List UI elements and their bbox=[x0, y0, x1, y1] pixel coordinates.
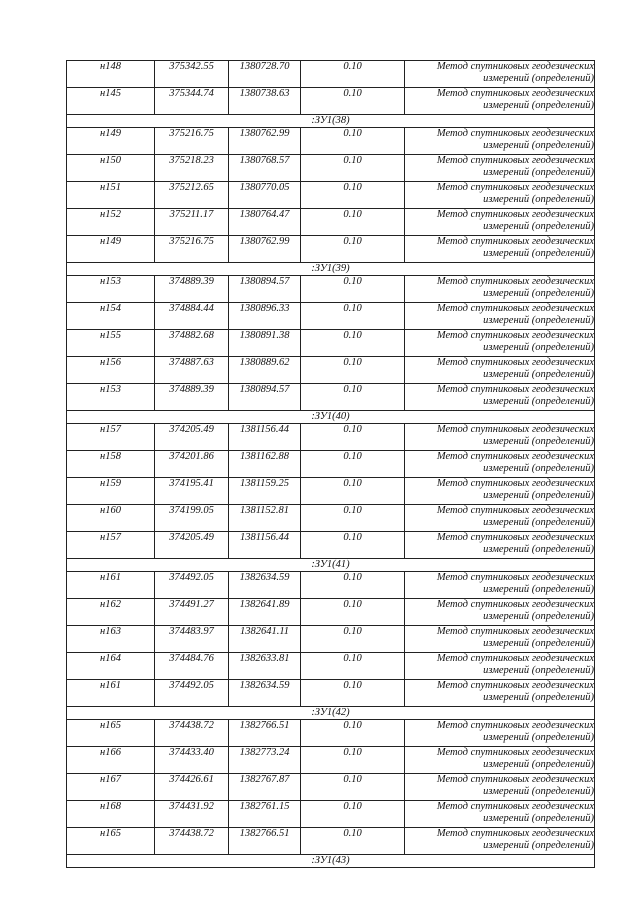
method-text-line2: измерений (определений) bbox=[483, 72, 594, 84]
table-row bbox=[67, 357, 595, 384]
y-coordinate-cell: 1380762.99 bbox=[229, 128, 301, 155]
x-coordinate-cell: 374438.72 bbox=[155, 828, 229, 855]
section-header: :ЗУ1(43) bbox=[67, 855, 595, 868]
table-row bbox=[67, 599, 595, 626]
x-coordinate-cell: 374205.49 bbox=[155, 424, 229, 451]
method-text-line2: измерений (определений) bbox=[483, 785, 594, 797]
method-cell bbox=[405, 505, 595, 532]
accuracy-cell: 0.10 bbox=[301, 88, 405, 115]
point-name-cell: н161 bbox=[67, 572, 155, 599]
method-text-line1: Метод спутниковых геодезических bbox=[436, 801, 594, 812]
accuracy-cell: 0.10 bbox=[301, 774, 405, 801]
accuracy-cell: 0.10 bbox=[301, 61, 405, 88]
method-text-line2: измерений (определений) bbox=[483, 99, 594, 111]
method-text-line1: Метод спутниковых геодезических bbox=[436, 451, 594, 462]
point-name-cell: н166 bbox=[67, 747, 155, 774]
method-cell bbox=[405, 478, 595, 505]
point-name-cell: н163 bbox=[67, 626, 155, 653]
point-name-cell: н168 bbox=[67, 801, 155, 828]
accuracy-cell: 0.10 bbox=[301, 303, 405, 330]
point-name-cell: н165 bbox=[67, 828, 155, 855]
table-row bbox=[67, 801, 595, 828]
y-coordinate-cell: 1382633.81 bbox=[229, 653, 301, 680]
method-text-line2: измерений (определений) bbox=[483, 731, 594, 743]
x-coordinate-cell: 374426.61 bbox=[155, 774, 229, 801]
table-row bbox=[67, 828, 595, 855]
method-text-line1: Метод спутниковых геодезических bbox=[436, 128, 594, 139]
method-text-line2: измерений (определений) bbox=[483, 314, 594, 326]
method-cell bbox=[405, 532, 595, 559]
point-name-cell: н155 bbox=[67, 330, 155, 357]
y-coordinate-cell: 1382767.87 bbox=[229, 774, 301, 801]
method-text-line1: Метод спутниковых геодезических bbox=[436, 330, 594, 341]
method-text-line2: измерений (определений) bbox=[483, 610, 594, 622]
method-cell bbox=[405, 653, 595, 680]
section-header: :ЗУ1(41) bbox=[67, 559, 595, 572]
accuracy-cell: 0.10 bbox=[301, 128, 405, 155]
x-coordinate-cell: 374884.44 bbox=[155, 303, 229, 330]
method-text-line1: Метод спутниковых геодезических bbox=[436, 747, 594, 758]
table-row bbox=[67, 626, 595, 653]
method-cell bbox=[405, 303, 595, 330]
coordinates-table bbox=[66, 60, 595, 868]
point-name-cell: н162 bbox=[67, 599, 155, 626]
method-text-line1: Метод спутниковых геодезических bbox=[436, 303, 594, 314]
accuracy-cell: 0.10 bbox=[301, 653, 405, 680]
method-text-line1: Метод спутниковых геодезических bbox=[436, 532, 594, 543]
y-coordinate-cell: 1380738.63 bbox=[229, 88, 301, 115]
method-text-line1: Метод спутниковых геодезических bbox=[436, 720, 594, 731]
section-header-row bbox=[67, 115, 595, 128]
point-name-cell: н148 bbox=[67, 61, 155, 88]
method-cell bbox=[405, 61, 595, 88]
x-coordinate-cell: 375344.74 bbox=[155, 88, 229, 115]
method-text-line2: измерений (определений) bbox=[483, 583, 594, 595]
method-text-line1: Метод спутниковых геодезических bbox=[436, 505, 594, 516]
method-cell bbox=[405, 599, 595, 626]
accuracy-cell: 0.10 bbox=[301, 599, 405, 626]
method-cell bbox=[405, 801, 595, 828]
y-coordinate-cell: 1381152.81 bbox=[229, 505, 301, 532]
point-name-cell: н156 bbox=[67, 357, 155, 384]
y-coordinate-cell: 1382634.59 bbox=[229, 572, 301, 599]
y-coordinate-cell: 1380764.47 bbox=[229, 209, 301, 236]
y-coordinate-cell: 1380891.38 bbox=[229, 330, 301, 357]
accuracy-cell: 0.10 bbox=[301, 801, 405, 828]
method-cell bbox=[405, 155, 595, 182]
method-text-line1: Метод спутниковых геодезических bbox=[436, 236, 594, 247]
method-text-line2: измерений (определений) bbox=[483, 489, 594, 501]
x-coordinate-cell: 374433.40 bbox=[155, 747, 229, 774]
section-header-row bbox=[67, 855, 595, 868]
table-row bbox=[67, 653, 595, 680]
method-text-line1: Метод спутниковых геодезических bbox=[436, 599, 594, 610]
method-cell bbox=[405, 424, 595, 451]
point-name-cell: н150 bbox=[67, 155, 155, 182]
table-row bbox=[67, 532, 595, 559]
method-text-line2: измерений (определений) bbox=[483, 247, 594, 259]
method-text-line2: измерений (определений) bbox=[483, 193, 594, 205]
section-header: :ЗУ1(39) bbox=[67, 263, 595, 276]
x-coordinate-cell: 375342.55 bbox=[155, 61, 229, 88]
method-cell bbox=[405, 828, 595, 855]
point-name-cell: н159 bbox=[67, 478, 155, 505]
table-row bbox=[67, 236, 595, 263]
method-text-line1: Метод спутниковых геодезических bbox=[436, 88, 594, 99]
table-row bbox=[67, 478, 595, 505]
y-coordinate-cell: 1381156.44 bbox=[229, 532, 301, 559]
x-coordinate-cell: 375211.17 bbox=[155, 209, 229, 236]
method-text-line1: Метод спутниковых геодезических bbox=[436, 155, 594, 166]
method-text-line2: измерений (определений) bbox=[483, 812, 594, 824]
method-text-line2: измерений (определений) bbox=[483, 341, 594, 353]
coordinates-table-body bbox=[67, 61, 595, 868]
y-coordinate-cell: 1380896.33 bbox=[229, 303, 301, 330]
method-text-line1: Метод спутниковых геодезических bbox=[436, 680, 594, 691]
method-text-line2: измерений (определений) bbox=[483, 220, 594, 232]
accuracy-cell: 0.10 bbox=[301, 451, 405, 478]
table-row bbox=[67, 384, 595, 411]
y-coordinate-cell: 1382773.24 bbox=[229, 747, 301, 774]
method-text-line2: измерений (определений) bbox=[483, 516, 594, 528]
table-row bbox=[67, 720, 595, 747]
x-coordinate-cell: 374199.05 bbox=[155, 505, 229, 532]
point-name-cell: н153 bbox=[67, 384, 155, 411]
point-name-cell: н151 bbox=[67, 182, 155, 209]
method-text-line1: Метод спутниковых геодезических bbox=[436, 424, 594, 435]
method-text-line2: измерений (определений) bbox=[483, 664, 594, 676]
section-header: :ЗУ1(40) bbox=[67, 411, 595, 424]
y-coordinate-cell: 1382641.11 bbox=[229, 626, 301, 653]
x-coordinate-cell: 374889.39 bbox=[155, 384, 229, 411]
method-cell bbox=[405, 774, 595, 801]
method-text-line1: Метод спутниковых геодезических bbox=[436, 774, 594, 785]
x-coordinate-cell: 375218.23 bbox=[155, 155, 229, 182]
x-coordinate-cell: 374889.39 bbox=[155, 276, 229, 303]
point-name-cell: н160 bbox=[67, 505, 155, 532]
point-name-cell: н167 bbox=[67, 774, 155, 801]
point-name-cell: н157 bbox=[67, 532, 155, 559]
point-name-cell: н164 bbox=[67, 653, 155, 680]
method-cell bbox=[405, 747, 595, 774]
y-coordinate-cell: 1380894.57 bbox=[229, 276, 301, 303]
table-row bbox=[67, 747, 595, 774]
accuracy-cell: 0.10 bbox=[301, 236, 405, 263]
accuracy-cell: 0.10 bbox=[301, 720, 405, 747]
x-coordinate-cell: 374492.05 bbox=[155, 572, 229, 599]
point-name-cell: н154 bbox=[67, 303, 155, 330]
method-text-line1: Метод спутниковых геодезических bbox=[436, 61, 594, 72]
accuracy-cell: 0.10 bbox=[301, 384, 405, 411]
method-text-line1: Метод спутниковых геодезических bbox=[436, 572, 594, 583]
method-text-line2: измерений (определений) bbox=[483, 543, 594, 555]
accuracy-cell: 0.10 bbox=[301, 330, 405, 357]
accuracy-cell: 0.10 bbox=[301, 209, 405, 236]
table-row bbox=[67, 182, 595, 209]
table-row bbox=[67, 209, 595, 236]
method-text-line1: Метод спутниковых геодезических bbox=[436, 478, 594, 489]
accuracy-cell: 0.10 bbox=[301, 505, 405, 532]
accuracy-cell: 0.10 bbox=[301, 532, 405, 559]
y-coordinate-cell: 1381162.88 bbox=[229, 451, 301, 478]
method-cell bbox=[405, 680, 595, 707]
method-cell bbox=[405, 330, 595, 357]
point-name-cell: н152 bbox=[67, 209, 155, 236]
x-coordinate-cell: 374887.63 bbox=[155, 357, 229, 384]
point-name-cell: н165 bbox=[67, 720, 155, 747]
method-cell bbox=[405, 236, 595, 263]
x-coordinate-cell: 375216.75 bbox=[155, 236, 229, 263]
method-cell bbox=[405, 626, 595, 653]
table-row bbox=[67, 680, 595, 707]
table-row bbox=[67, 155, 595, 182]
table-row bbox=[67, 451, 595, 478]
accuracy-cell: 0.10 bbox=[301, 276, 405, 303]
y-coordinate-cell: 1382766.51 bbox=[229, 828, 301, 855]
point-name-cell: н161 bbox=[67, 680, 155, 707]
method-text-line1: Метод спутниковых геодезических bbox=[436, 182, 594, 193]
accuracy-cell: 0.10 bbox=[301, 424, 405, 451]
method-text-line2: измерений (определений) bbox=[483, 758, 594, 770]
y-coordinate-cell: 1380768.57 bbox=[229, 155, 301, 182]
method-cell bbox=[405, 209, 595, 236]
x-coordinate-cell: 374201.86 bbox=[155, 451, 229, 478]
section-header: :ЗУ1(38) bbox=[67, 115, 595, 128]
method-cell bbox=[405, 451, 595, 478]
accuracy-cell: 0.10 bbox=[301, 357, 405, 384]
x-coordinate-cell: 374483.97 bbox=[155, 626, 229, 653]
method-cell bbox=[405, 572, 595, 599]
method-cell bbox=[405, 276, 595, 303]
x-coordinate-cell: 374438.72 bbox=[155, 720, 229, 747]
x-coordinate-cell: 374484.76 bbox=[155, 653, 229, 680]
y-coordinate-cell: 1382761.15 bbox=[229, 801, 301, 828]
section-header-row bbox=[67, 263, 595, 276]
method-text-line1: Метод спутниковых геодезических bbox=[436, 357, 594, 368]
x-coordinate-cell: 374195.41 bbox=[155, 478, 229, 505]
method-text-line1: Метод спутниковых геодезических bbox=[436, 209, 594, 220]
method-text-line2: измерений (определений) bbox=[483, 435, 594, 447]
y-coordinate-cell: 1380728.70 bbox=[229, 61, 301, 88]
accuracy-cell: 0.10 bbox=[301, 182, 405, 209]
method-text-line1: Метод спутниковых геодезических bbox=[436, 626, 594, 637]
y-coordinate-cell: 1381156.44 bbox=[229, 424, 301, 451]
method-cell bbox=[405, 182, 595, 209]
y-coordinate-cell: 1380770.05 bbox=[229, 182, 301, 209]
method-cell bbox=[405, 384, 595, 411]
point-name-cell: н158 bbox=[67, 451, 155, 478]
table-row bbox=[67, 128, 595, 155]
method-text-line1: Метод спутниковых геодезических bbox=[436, 828, 594, 839]
y-coordinate-cell: 1382634.59 bbox=[229, 680, 301, 707]
y-coordinate-cell: 1381159.25 bbox=[229, 478, 301, 505]
point-name-cell: н153 bbox=[67, 276, 155, 303]
section-header-row bbox=[67, 707, 595, 720]
method-text-line2: измерений (определений) bbox=[483, 637, 594, 649]
method-text-line2: измерений (определений) bbox=[483, 166, 594, 178]
method-text-line2: измерений (определений) bbox=[483, 395, 594, 407]
section-header: :ЗУ1(42) bbox=[67, 707, 595, 720]
table-row bbox=[67, 774, 595, 801]
point-name-cell: н145 bbox=[67, 88, 155, 115]
table-row bbox=[67, 276, 595, 303]
y-coordinate-cell: 1382641.89 bbox=[229, 599, 301, 626]
table-row bbox=[67, 330, 595, 357]
x-coordinate-cell: 374882.68 bbox=[155, 330, 229, 357]
x-coordinate-cell: 374205.49 bbox=[155, 532, 229, 559]
y-coordinate-cell: 1380894.57 bbox=[229, 384, 301, 411]
table-row bbox=[67, 572, 595, 599]
table-row bbox=[67, 61, 595, 88]
y-coordinate-cell: 1380889.62 bbox=[229, 357, 301, 384]
table-row bbox=[67, 424, 595, 451]
accuracy-cell: 0.10 bbox=[301, 626, 405, 653]
point-name-cell: н149 bbox=[67, 236, 155, 263]
method-text-line2: измерений (определений) bbox=[483, 287, 594, 299]
method-text-line2: измерений (определений) bbox=[483, 462, 594, 474]
method-text-line2: измерений (определений) bbox=[483, 691, 594, 703]
method-cell bbox=[405, 128, 595, 155]
table-row bbox=[67, 505, 595, 532]
x-coordinate-cell: 374492.05 bbox=[155, 680, 229, 707]
y-coordinate-cell: 1380762.99 bbox=[229, 236, 301, 263]
accuracy-cell: 0.10 bbox=[301, 747, 405, 774]
y-coordinate-cell: 1382766.51 bbox=[229, 720, 301, 747]
table-row bbox=[67, 88, 595, 115]
method-text-line2: измерений (определений) bbox=[483, 368, 594, 380]
method-text-line1: Метод спутниковых геодезических bbox=[436, 653, 594, 664]
method-text-line2: измерений (определений) bbox=[483, 839, 594, 851]
method-cell bbox=[405, 88, 595, 115]
table-row bbox=[67, 303, 595, 330]
section-header-row bbox=[67, 411, 595, 424]
method-cell bbox=[405, 720, 595, 747]
accuracy-cell: 0.10 bbox=[301, 680, 405, 707]
point-name-cell: н157 bbox=[67, 424, 155, 451]
x-coordinate-cell: 374491.27 bbox=[155, 599, 229, 626]
point-name-cell: н149 bbox=[67, 128, 155, 155]
method-cell bbox=[405, 357, 595, 384]
method-text-line2: измерений (определений) bbox=[483, 139, 594, 151]
x-coordinate-cell: 374431.92 bbox=[155, 801, 229, 828]
accuracy-cell: 0.10 bbox=[301, 155, 405, 182]
section-header-row bbox=[67, 559, 595, 572]
x-coordinate-cell: 375216.75 bbox=[155, 128, 229, 155]
accuracy-cell: 0.10 bbox=[301, 478, 405, 505]
x-coordinate-cell: 375212.65 bbox=[155, 182, 229, 209]
accuracy-cell: 0.10 bbox=[301, 572, 405, 599]
method-text-line1: Метод спутниковых геодезических bbox=[436, 276, 594, 287]
method-text-line1: Метод спутниковых геодезических bbox=[436, 384, 594, 395]
accuracy-cell: 0.10 bbox=[301, 828, 405, 855]
